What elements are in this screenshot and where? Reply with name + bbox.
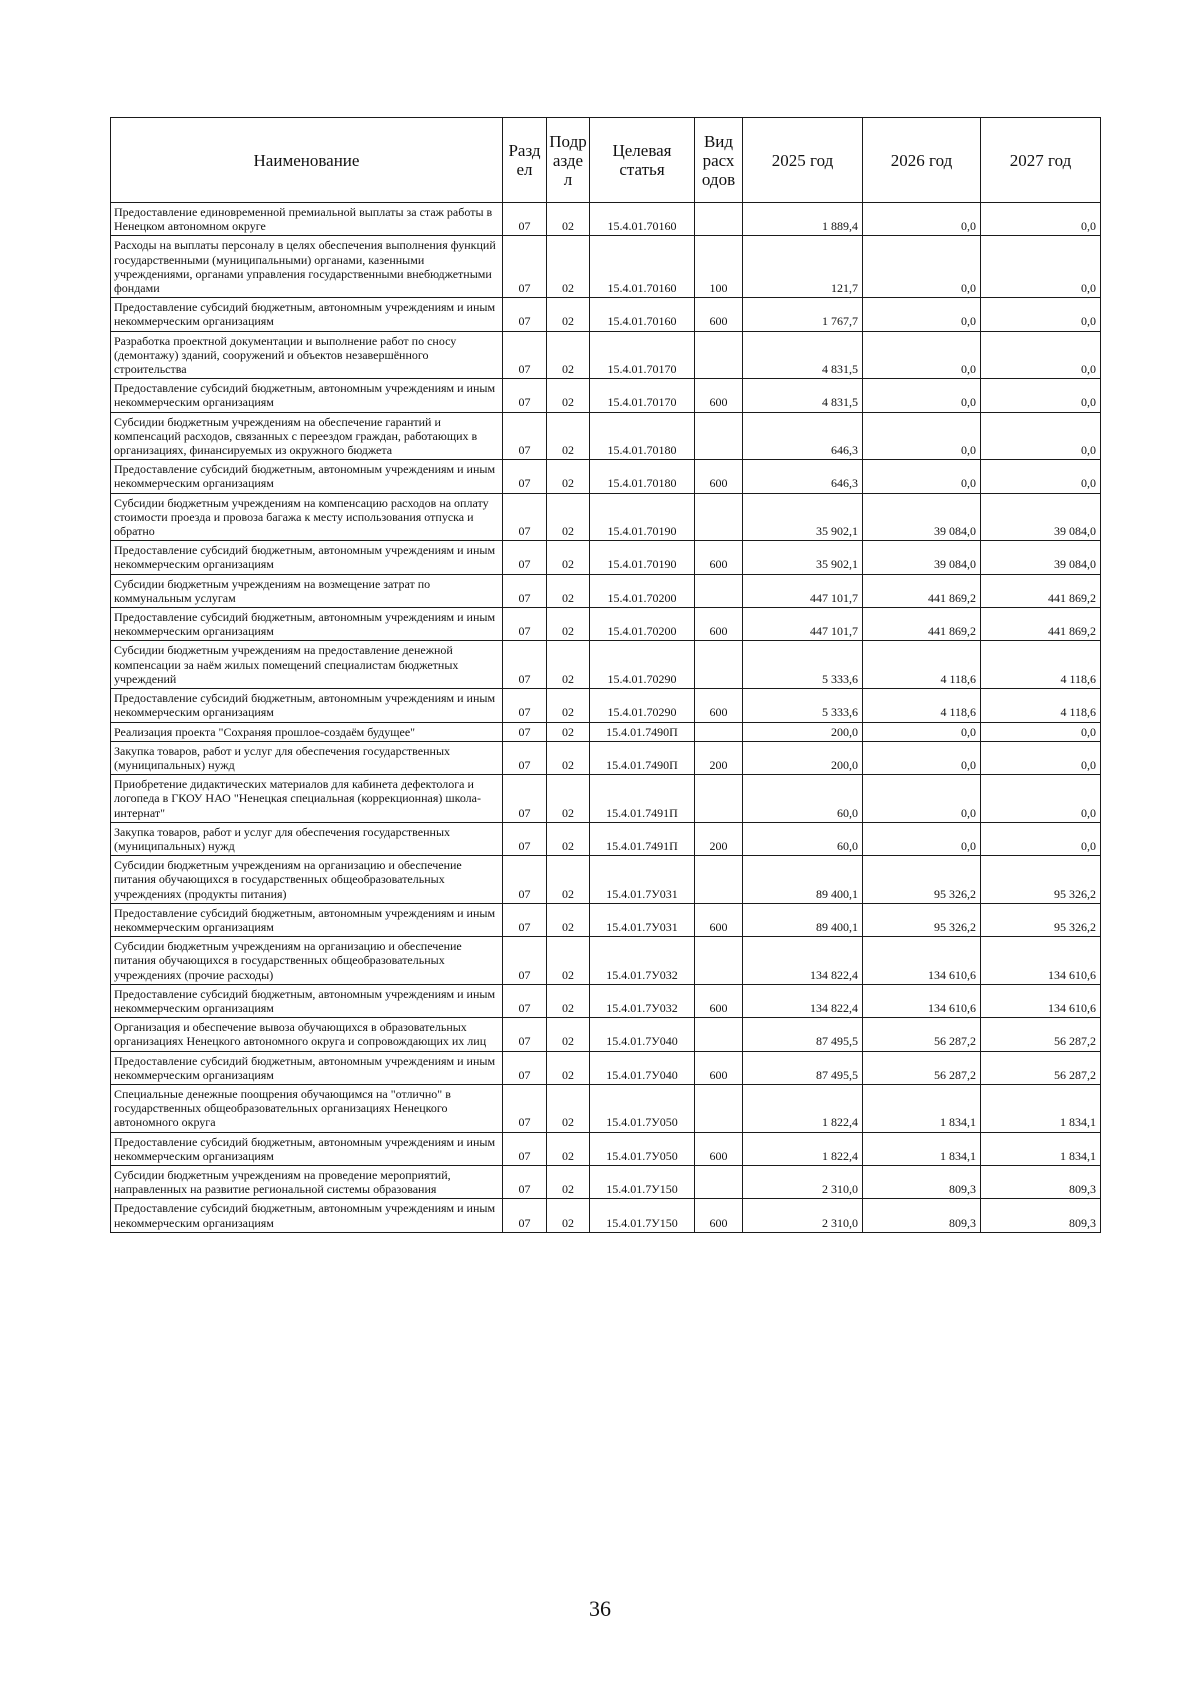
row-section: 07 xyxy=(503,722,547,741)
row-target-article: 15.4.01.7У050 xyxy=(590,1084,695,1132)
row-amount-2027: 0,0 xyxy=(981,722,1101,741)
row-name: Закупка товаров, работ и услуг для обеспечения государственных (муниципальных) нужд xyxy=(111,741,503,774)
table-body xyxy=(111,203,1101,1233)
row-target-article: 15.4.01.70290 xyxy=(590,641,695,689)
row-section: 07 xyxy=(503,822,547,855)
row-section: 07 xyxy=(503,856,547,904)
row-amount-2025: 121,7 xyxy=(743,236,863,298)
row-amount-2027: 1 834,1 xyxy=(981,1084,1101,1132)
row-amount-2025: 1 767,7 xyxy=(743,298,863,331)
row-subsection: 02 xyxy=(547,412,590,460)
row-section: 07 xyxy=(503,641,547,689)
row-expense-type: 100 xyxy=(695,236,743,298)
table-row xyxy=(111,203,1101,236)
row-target-article: 15.4.01.7491П xyxy=(590,822,695,855)
table-row xyxy=(111,298,1101,331)
row-name: Субсидии бюджетным учреждениям на проведение мероприятий, направленных на развитие региональной системы образования xyxy=(111,1165,503,1198)
row-name: Предоставление субсидий бюджетным, автономным учреждениям и иным некоммерческим организациям xyxy=(111,608,503,641)
row-name: Разработка проектной документации и выполнение работ по сносу (демонтажу) зданий, сооружений и объектов незавершённого строительства xyxy=(111,331,503,379)
row-name: Субсидии бюджетным учреждениям на организацию и обеспечение питания обучающихся в государственных общеобразовательных учреждениях (прочие расходы) xyxy=(111,937,503,985)
header-year-2026: 2026 год xyxy=(863,118,981,203)
row-subsection: 02 xyxy=(547,984,590,1017)
row-name: Приобретение дидактических материалов для кабинета дефектолога и логопеда в ГКОУ НАО "Ненецкая специальная (коррекционная) школа-интернат" xyxy=(111,775,503,823)
table-row xyxy=(111,903,1101,936)
row-amount-2026: 95 326,2 xyxy=(863,903,981,936)
row-amount-2026: 95 326,2 xyxy=(863,856,981,904)
row-amount-2025: 200,0 xyxy=(743,722,863,741)
row-amount-2026: 0,0 xyxy=(863,203,981,236)
row-expense-type xyxy=(695,722,743,741)
row-amount-2027: 441 869,2 xyxy=(981,574,1101,607)
row-name: Предоставление субсидий бюджетным, автономным учреждениям и иным некоммерческим организациям xyxy=(111,298,503,331)
row-subsection: 02 xyxy=(547,903,590,936)
row-amount-2025: 2 310,0 xyxy=(743,1165,863,1198)
row-expense-type: 600 xyxy=(695,689,743,722)
row-subsection: 02 xyxy=(547,608,590,641)
table-row xyxy=(111,1165,1101,1198)
row-expense-type xyxy=(695,1084,743,1132)
table-row xyxy=(111,722,1101,741)
row-subsection: 02 xyxy=(547,574,590,607)
row-name: Расходы на выплаты персоналу в целях обеспечения выполнения функций государственными (муниципальными) органами, казенными учреждениями, органами управления государственными внебюджетными фондами xyxy=(111,236,503,298)
row-amount-2025: 89 400,1 xyxy=(743,903,863,936)
row-amount-2027: 95 326,2 xyxy=(981,856,1101,904)
table-row xyxy=(111,493,1101,541)
row-target-article: 15.4.01.70190 xyxy=(590,493,695,541)
row-amount-2025: 646,3 xyxy=(743,460,863,493)
header-section: Разд ел xyxy=(503,118,547,203)
row-section: 07 xyxy=(503,608,547,641)
row-expense-type: 600 xyxy=(695,541,743,574)
budget-table-container xyxy=(110,117,1100,1233)
table-row xyxy=(111,1051,1101,1084)
row-section: 07 xyxy=(503,937,547,985)
row-section: 07 xyxy=(503,741,547,774)
row-expense-type: 600 xyxy=(695,903,743,936)
row-name: Предоставление субсидий бюджетным, автономным учреждениям и иным некоммерческим организациям xyxy=(111,1199,503,1232)
row-amount-2027: 441 869,2 xyxy=(981,608,1101,641)
row-target-article: 15.4.01.70200 xyxy=(590,574,695,607)
row-amount-2025: 87 495,5 xyxy=(743,1018,863,1051)
row-expense-type xyxy=(695,1018,743,1051)
row-subsection: 02 xyxy=(547,1132,590,1165)
row-expense-type: 600 xyxy=(695,984,743,1017)
table-row xyxy=(111,689,1101,722)
row-subsection: 02 xyxy=(547,689,590,722)
row-subsection: 02 xyxy=(547,937,590,985)
row-amount-2027: 0,0 xyxy=(981,741,1101,774)
row-amount-2026: 0,0 xyxy=(863,379,981,412)
table-row xyxy=(111,608,1101,641)
row-expense-type xyxy=(695,641,743,689)
row-amount-2025: 5 333,6 xyxy=(743,641,863,689)
row-amount-2025: 5 333,6 xyxy=(743,689,863,722)
row-section: 07 xyxy=(503,493,547,541)
row-target-article: 15.4.01.7490П xyxy=(590,722,695,741)
table-row xyxy=(111,1199,1101,1232)
row-section: 07 xyxy=(503,298,547,331)
row-name: Субсидии бюджетным учреждениям на компенсацию расходов на оплату стоимости проезда и провоза багажа к месту использования отпуска и обратно xyxy=(111,493,503,541)
table-row xyxy=(111,331,1101,379)
row-amount-2026: 441 869,2 xyxy=(863,574,981,607)
row-subsection: 02 xyxy=(547,1018,590,1051)
row-subsection: 02 xyxy=(547,822,590,855)
row-subsection: 02 xyxy=(547,741,590,774)
row-amount-2027: 0,0 xyxy=(981,460,1101,493)
row-name: Предоставление субсидий бюджетным, автономным учреждениям и иным некоммерческим организациям xyxy=(111,460,503,493)
row-amount-2026: 1 834,1 xyxy=(863,1084,981,1132)
row-amount-2027: 4 118,6 xyxy=(981,641,1101,689)
row-name: Субсидии бюджетным учреждениям на организацию и обеспечение питания обучающихся в государственных общеобразовательных учреждениях (продукты питания) xyxy=(111,856,503,904)
table-row xyxy=(111,1084,1101,1132)
row-section: 07 xyxy=(503,460,547,493)
row-amount-2026: 0,0 xyxy=(863,331,981,379)
row-amount-2025: 4 831,5 xyxy=(743,379,863,412)
row-amount-2026: 4 118,6 xyxy=(863,689,981,722)
row-amount-2027: 809,3 xyxy=(981,1165,1101,1198)
row-subsection: 02 xyxy=(547,1165,590,1198)
row-section: 07 xyxy=(503,903,547,936)
row-amount-2027: 0,0 xyxy=(981,412,1101,460)
row-target-article: 15.4.01.7У150 xyxy=(590,1199,695,1232)
row-name: Реализация проекта "Сохраняя прошлое-создаём будущее" xyxy=(111,722,503,741)
row-amount-2027: 56 287,2 xyxy=(981,1051,1101,1084)
row-target-article: 15.4.01.70200 xyxy=(590,608,695,641)
row-name: Предоставление субсидий бюджетным, автономным учреждениям и иным некоммерческим организациям xyxy=(111,1132,503,1165)
row-section: 07 xyxy=(503,412,547,460)
row-expense-type xyxy=(695,574,743,607)
row-target-article: 15.4.01.7У040 xyxy=(590,1051,695,1084)
table-row xyxy=(111,1132,1101,1165)
row-amount-2026: 0,0 xyxy=(863,298,981,331)
row-section: 07 xyxy=(503,1132,547,1165)
row-subsection: 02 xyxy=(547,1199,590,1232)
row-expense-type xyxy=(695,203,743,236)
row-amount-2026: 0,0 xyxy=(863,822,981,855)
row-amount-2026: 134 610,6 xyxy=(863,937,981,985)
row-section: 07 xyxy=(503,236,547,298)
row-amount-2027: 0,0 xyxy=(981,236,1101,298)
row-amount-2025: 35 902,1 xyxy=(743,541,863,574)
row-section: 07 xyxy=(503,689,547,722)
row-subsection: 02 xyxy=(547,460,590,493)
row-section: 07 xyxy=(503,541,547,574)
row-section: 07 xyxy=(503,1165,547,1198)
row-amount-2025: 35 902,1 xyxy=(743,493,863,541)
row-amount-2026: 0,0 xyxy=(863,236,981,298)
table-row xyxy=(111,1018,1101,1051)
row-amount-2025: 447 101,7 xyxy=(743,608,863,641)
row-name: Предоставление субсидий бюджетным, автономным учреждениям и иным некоммерческим организациям xyxy=(111,541,503,574)
row-target-article: 15.4.01.70160 xyxy=(590,298,695,331)
table-header-row xyxy=(111,118,1101,203)
row-amount-2027: 134 610,6 xyxy=(981,984,1101,1017)
row-amount-2026: 441 869,2 xyxy=(863,608,981,641)
row-target-article: 15.4.01.7У150 xyxy=(590,1165,695,1198)
row-expense-type: 600 xyxy=(695,379,743,412)
table-row xyxy=(111,856,1101,904)
row-subsection: 02 xyxy=(547,379,590,412)
row-expense-type: 200 xyxy=(695,741,743,774)
row-expense-type xyxy=(695,937,743,985)
row-expense-type xyxy=(695,775,743,823)
row-name: Организация и обеспечение вывоза обучающихся в образовательных организациях Ненецкого автономного округа и сопровождающих их лиц xyxy=(111,1018,503,1051)
row-amount-2025: 4 831,5 xyxy=(743,331,863,379)
row-target-article: 15.4.01.70190 xyxy=(590,541,695,574)
row-target-article: 15.4.01.7490П xyxy=(590,741,695,774)
row-amount-2025: 134 822,4 xyxy=(743,937,863,985)
row-subsection: 02 xyxy=(547,236,590,298)
table-row xyxy=(111,541,1101,574)
row-amount-2025: 1 822,4 xyxy=(743,1132,863,1165)
row-amount-2027: 809,3 xyxy=(981,1199,1101,1232)
row-amount-2025: 447 101,7 xyxy=(743,574,863,607)
row-amount-2026: 56 287,2 xyxy=(863,1018,981,1051)
table-row xyxy=(111,460,1101,493)
row-section: 07 xyxy=(503,984,547,1017)
row-amount-2026: 134 610,6 xyxy=(863,984,981,1017)
row-subsection: 02 xyxy=(547,775,590,823)
row-subsection: 02 xyxy=(547,722,590,741)
row-expense-type: 600 xyxy=(695,460,743,493)
row-amount-2027: 1 834,1 xyxy=(981,1132,1101,1165)
row-amount-2025: 646,3 xyxy=(743,412,863,460)
row-expense-type xyxy=(695,1165,743,1198)
row-amount-2027: 39 084,0 xyxy=(981,541,1101,574)
row-subsection: 02 xyxy=(547,541,590,574)
row-amount-2025: 134 822,4 xyxy=(743,984,863,1017)
row-expense-type: 600 xyxy=(695,608,743,641)
row-section: 07 xyxy=(503,574,547,607)
row-section: 07 xyxy=(503,1084,547,1132)
row-amount-2025: 200,0 xyxy=(743,741,863,774)
row-amount-2026: 0,0 xyxy=(863,412,981,460)
row-subsection: 02 xyxy=(547,331,590,379)
header-subsection: Подр азде л xyxy=(547,118,590,203)
row-amount-2025: 1 889,4 xyxy=(743,203,863,236)
row-target-article: 15.4.01.70180 xyxy=(590,412,695,460)
row-expense-type xyxy=(695,412,743,460)
table-row xyxy=(111,574,1101,607)
page-number: 36 xyxy=(589,1596,611,1621)
row-amount-2027: 95 326,2 xyxy=(981,903,1101,936)
row-amount-2026: 39 084,0 xyxy=(863,541,981,574)
row-target-article: 15.4.01.7У032 xyxy=(590,984,695,1017)
row-target-article: 15.4.01.70160 xyxy=(590,203,695,236)
row-amount-2027: 56 287,2 xyxy=(981,1018,1101,1051)
row-expense-type: 600 xyxy=(695,1199,743,1232)
row-section: 07 xyxy=(503,1051,547,1084)
row-section: 07 xyxy=(503,331,547,379)
row-subsection: 02 xyxy=(547,493,590,541)
row-name: Субсидии бюджетным учреждениям на обеспечение гарантий и компенсаций расходов, связанных с переездом граждан, работающих в организациях, финансируемых из окружного бюджета xyxy=(111,412,503,460)
header-expense-type: Вид расх одов xyxy=(695,118,743,203)
row-target-article: 15.4.01.7У031 xyxy=(590,903,695,936)
row-target-article: 15.4.01.70180 xyxy=(590,460,695,493)
table-row xyxy=(111,641,1101,689)
row-amount-2026: 809,3 xyxy=(863,1199,981,1232)
row-name: Предоставление единовременной премиальной выплаты за стаж работы в Ненецком автономном округе xyxy=(111,203,503,236)
row-amount-2027: 0,0 xyxy=(981,379,1101,412)
row-target-article: 15.4.01.7У040 xyxy=(590,1018,695,1051)
row-amount-2026: 0,0 xyxy=(863,460,981,493)
row-amount-2026: 0,0 xyxy=(863,775,981,823)
row-amount-2027: 0,0 xyxy=(981,331,1101,379)
row-amount-2026: 4 118,6 xyxy=(863,641,981,689)
table-row xyxy=(111,822,1101,855)
row-target-article: 15.4.01.7У032 xyxy=(590,937,695,985)
row-subsection: 02 xyxy=(547,856,590,904)
row-target-article: 15.4.01.70160 xyxy=(590,236,695,298)
row-amount-2027: 0,0 xyxy=(981,775,1101,823)
row-amount-2025: 89 400,1 xyxy=(743,856,863,904)
row-expense-type xyxy=(695,856,743,904)
row-amount-2027: 0,0 xyxy=(981,203,1101,236)
table-row xyxy=(111,236,1101,298)
row-expense-type: 200 xyxy=(695,822,743,855)
row-amount-2025: 87 495,5 xyxy=(743,1051,863,1084)
table-row xyxy=(111,412,1101,460)
header-name: Наименование xyxy=(111,118,503,203)
header-target-article: Целевая статья xyxy=(590,118,695,203)
row-target-article: 15.4.01.70170 xyxy=(590,331,695,379)
row-name: Субсидии бюджетным учреждениям на предоставление денежной компенсации за наём жилых помещений специалистам бюджетных учреждений xyxy=(111,641,503,689)
row-amount-2025: 60,0 xyxy=(743,822,863,855)
row-name: Закупка товаров, работ и услуг для обеспечения государственных (муниципальных) нужд xyxy=(111,822,503,855)
row-expense-type: 600 xyxy=(695,1051,743,1084)
row-expense-type xyxy=(695,493,743,541)
table-row xyxy=(111,741,1101,774)
row-amount-2027: 0,0 xyxy=(981,822,1101,855)
row-subsection: 02 xyxy=(547,298,590,331)
row-amount-2026: 39 084,0 xyxy=(863,493,981,541)
row-name: Предоставление субсидий бюджетным, автономным учреждениям и иным некоммерческим организациям xyxy=(111,1051,503,1084)
row-amount-2026: 809,3 xyxy=(863,1165,981,1198)
row-amount-2025: 1 822,4 xyxy=(743,1084,863,1132)
table-row xyxy=(111,379,1101,412)
row-amount-2025: 2 310,0 xyxy=(743,1199,863,1232)
budget-table xyxy=(110,117,1101,1233)
row-name: Субсидии бюджетным учреждениям на возмещение затрат по коммунальным услугам xyxy=(111,574,503,607)
row-name: Специальные денежные поощрения обучающимся на "отлично" в государственных общеобразовательных организациях Ненецкого автономного округа xyxy=(111,1084,503,1132)
table-row xyxy=(111,937,1101,985)
row-amount-2027: 4 118,6 xyxy=(981,689,1101,722)
header-year-2025: 2025 год xyxy=(743,118,863,203)
row-name: Предоставление субсидий бюджетным, автономным учреждениям и иным некоммерческим организациям xyxy=(111,379,503,412)
row-section: 07 xyxy=(503,775,547,823)
row-target-article: 15.4.01.7491П xyxy=(590,775,695,823)
row-target-article: 15.4.01.7У031 xyxy=(590,856,695,904)
row-subsection: 02 xyxy=(547,203,590,236)
row-section: 07 xyxy=(503,379,547,412)
table-row xyxy=(111,984,1101,1017)
row-amount-2025: 60,0 xyxy=(743,775,863,823)
row-subsection: 02 xyxy=(547,1051,590,1084)
row-target-article: 15.4.01.70170 xyxy=(590,379,695,412)
row-amount-2026: 0,0 xyxy=(863,722,981,741)
row-amount-2027: 0,0 xyxy=(981,298,1101,331)
row-amount-2027: 39 084,0 xyxy=(981,493,1101,541)
row-expense-type xyxy=(695,331,743,379)
row-name: Предоставление субсидий бюджетным, автономным учреждениям и иным некоммерческим организациям xyxy=(111,689,503,722)
row-name: Предоставление субсидий бюджетным, автономным учреждениям и иным некоммерческим организациям xyxy=(111,903,503,936)
row-expense-type: 600 xyxy=(695,1132,743,1165)
row-name: Предоставление субсидий бюджетным, автономным учреждениям и иным некоммерческим организациям xyxy=(111,984,503,1017)
row-subsection: 02 xyxy=(547,1084,590,1132)
table-row xyxy=(111,775,1101,823)
header-year-2027: 2027 год xyxy=(981,118,1101,203)
row-target-article: 15.4.01.7У050 xyxy=(590,1132,695,1165)
row-amount-2026: 56 287,2 xyxy=(863,1051,981,1084)
row-subsection: 02 xyxy=(547,641,590,689)
row-amount-2027: 134 610,6 xyxy=(981,937,1101,985)
row-amount-2026: 0,0 xyxy=(863,741,981,774)
row-section: 07 xyxy=(503,1018,547,1051)
row-target-article: 15.4.01.70290 xyxy=(590,689,695,722)
row-section: 07 xyxy=(503,203,547,236)
row-expense-type: 600 xyxy=(695,298,743,331)
row-amount-2026: 1 834,1 xyxy=(863,1132,981,1165)
row-section: 07 xyxy=(503,1199,547,1232)
